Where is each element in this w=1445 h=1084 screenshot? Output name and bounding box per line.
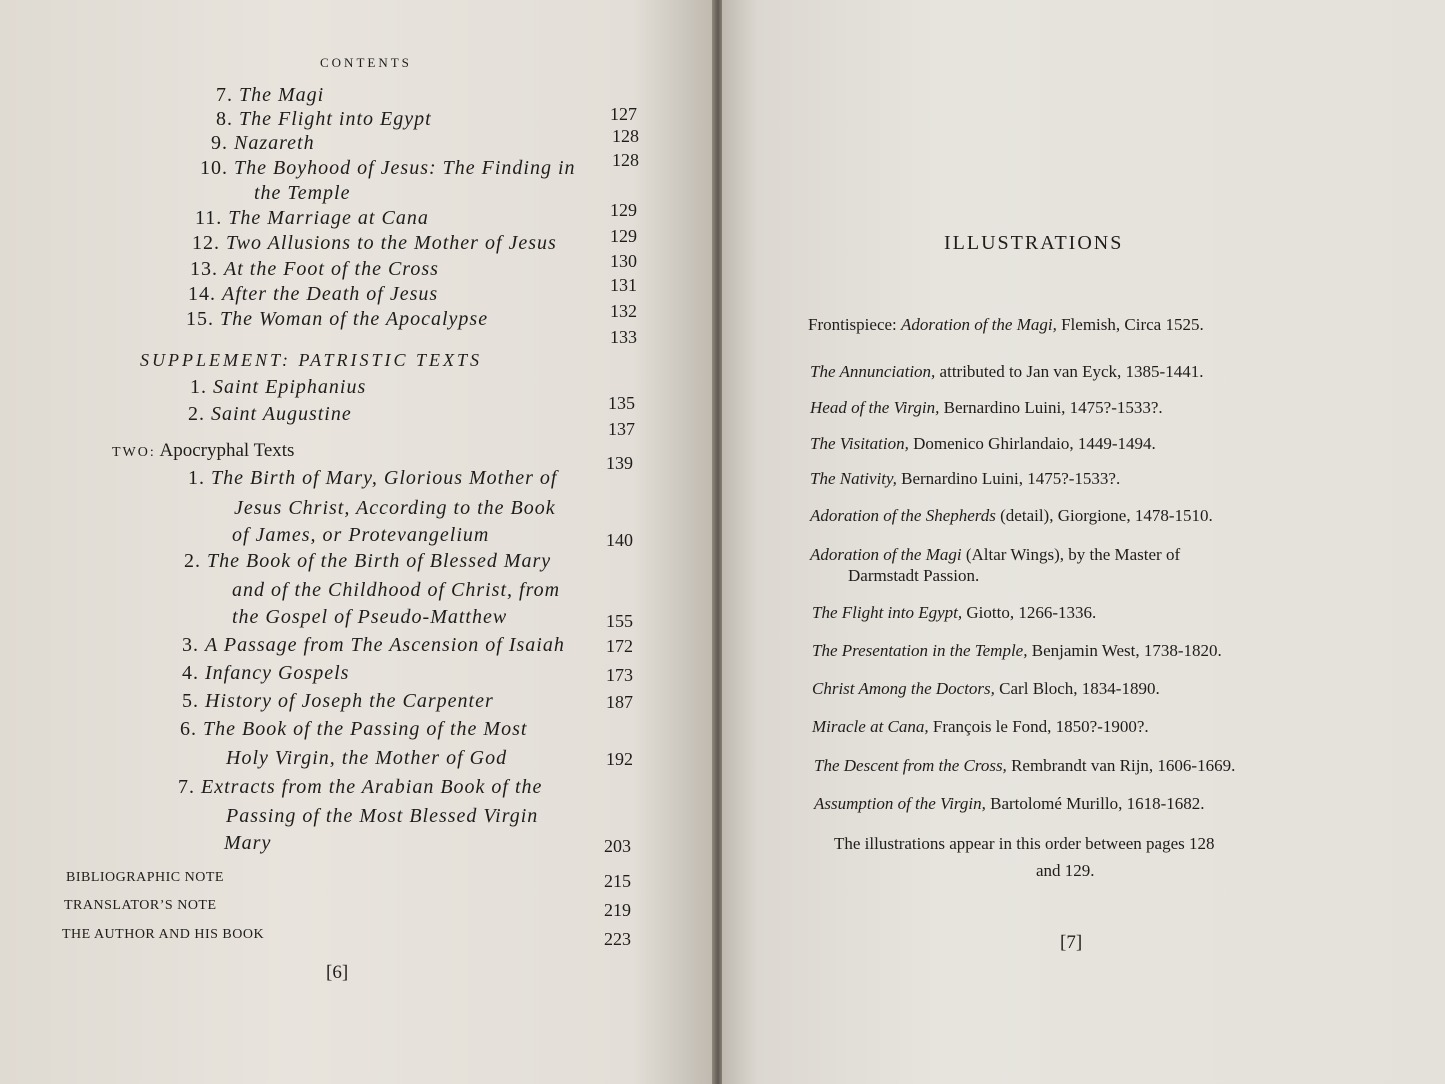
apocrypha-item-line: and of the Childhood of Christ, from [232,579,561,601]
toc-entry: 14. After the Death of Jesus [188,283,439,305]
toc-entry-continuation: the Temple [254,182,351,204]
illustration-entry: The Flight into Egypt, Giotto, 1266-1336. [812,603,1097,622]
back-matter-title: TRANSLATOR’S NOTE [64,898,217,913]
apocrypha-item-line: the Gospel of Pseudo-Matthew [232,606,508,628]
apocrypha-item: 4. Infancy Gospels [182,662,350,684]
illustration-entry: The Presentation in the Temple, Benjamin West, 1738-1820. [812,641,1222,660]
supplement-item: 2. Saint Augustine [188,403,352,425]
page-number: 215 [604,871,631,891]
page-number: 131 [610,275,637,295]
apocrypha-item: 6. The Book of the Passing of the Most [180,718,528,740]
folio-left: [6] [326,962,349,983]
page-number: 173 [606,665,633,685]
illustration-entry: Assumption of the Virgin, Bartolomé Murillo, 1618-1682. [814,794,1205,813]
left-page [0,0,718,1084]
illustrations-note-cont: and 129. [1036,861,1095,880]
apocrypha-item-line: Mary [224,832,272,854]
page-number: 155 [606,611,633,631]
page-number: 133 [610,327,637,347]
page-number: 128 [612,126,639,146]
apocrypha-item-line: Jesus Christ, According to the Book [234,497,556,519]
toc-entry: 13. At the Foot of the Cross [190,258,439,280]
supplement-item: 1. Saint Epiphanius [190,376,367,398]
page-number: 135 [608,393,635,413]
apocrypha-item: 1. The Birth of Mary, Glorious Mother of [188,467,558,489]
back-matter-title: BIBLIOGRAPHIC NOTE [66,870,224,885]
frontispiece-entry: Frontispiece: Adoration of the Magi, Flemish, Circa 1525. [808,315,1204,334]
page-number: 187 [606,692,633,712]
page-number: 139 [606,453,633,473]
toc-entry: 8. The Flight into Egypt [216,108,432,130]
page-number: 128 [612,150,639,170]
apocrypha-item-line: Passing of the Most Blessed Virgin [226,805,539,827]
page-number: 127 [610,104,637,124]
page-number: 219 [604,900,631,920]
back-matter-title: THE AUTHOR AND HIS BOOK [62,927,265,942]
illustration-entry: The Descent from the Cross, Rembrandt van Rijn, 1606-1669. [814,756,1236,775]
page-number: 192 [606,749,633,769]
illustration-entry: Adoration of the Shepherds (detail), Giorgione, 1478-1510. [810,506,1213,525]
apocrypha-item: 7. Extracts from the Arabian Book of the [178,776,543,798]
toc-entry: 10. The Boyhood of Jesus: The Finding in [200,157,576,179]
apocrypha-item: 3. A Passage from The Ascension of Isaiah [182,634,565,656]
illustration-entry: The Annunciation, attributed to Jan van Eyck, 1385-1441. [810,362,1204,381]
contents-header: CONTENTS [320,55,412,70]
page-number: 129 [610,200,637,220]
page-number: 140 [606,530,633,550]
illustration-entry: Miracle at Cana, François le Fond, 1850?-1900?. [812,717,1149,736]
toc-entry: 15. The Woman of the Apocalypse [186,308,489,330]
right-page [722,0,1445,1084]
part-two-heading: TWO: Apocryphal Texts [112,440,295,461]
apocrypha-item-line: Holy Virgin, the Mother of God [226,747,508,769]
illustration-entry: Christ Among the Doctors, Carl Bloch, 1834-1890. [812,679,1160,698]
page-number: 129 [610,226,637,246]
illustrations-title: ILLUSTRATIONS [944,232,1124,254]
illustration-entry-line: Darmstadt Passion. [848,566,980,585]
apocrypha-item-line: of James, or Protevangelium [232,524,490,546]
supplement-heading: SUPPLEMENT: PATRISTIC TEXTS [140,350,483,370]
folio-right: [7] [1060,932,1083,953]
page-number: 132 [610,301,637,321]
apocrypha-item: 2. The Book of the Birth of Blessed Mary [184,550,552,572]
page-number: 137 [608,419,635,439]
page-number: 223 [604,929,631,949]
illustration-entry: Head of the Virgin, Bernardino Luini, 1475?-1533?. [810,398,1163,417]
apocrypha-item: 5. History of Joseph the Carpenter [182,690,494,712]
illustrations-note: The illustrations appear in this order between pages 128 [834,834,1215,853]
page-number: 203 [604,836,631,856]
page-number: 130 [610,251,637,271]
illustration-entry: Adoration of the Magi (Altar Wings), by the Master of [810,545,1181,564]
illustration-entry: The Nativity, Bernardino Luini, 1475?-1533?. [810,469,1121,488]
toc-entry: 7. The Magi [216,84,325,106]
toc-entry: 9. Nazareth [211,132,315,154]
toc-entry: 12. Two Allusions to the Mother of Jesus [192,232,557,254]
toc-entry: 11. The Marriage at Cana [195,207,429,229]
page-number: 172 [606,636,633,656]
illustration-entry: The Visitation, Domenico Ghirlandaio, 1449-1494. [810,434,1156,453]
